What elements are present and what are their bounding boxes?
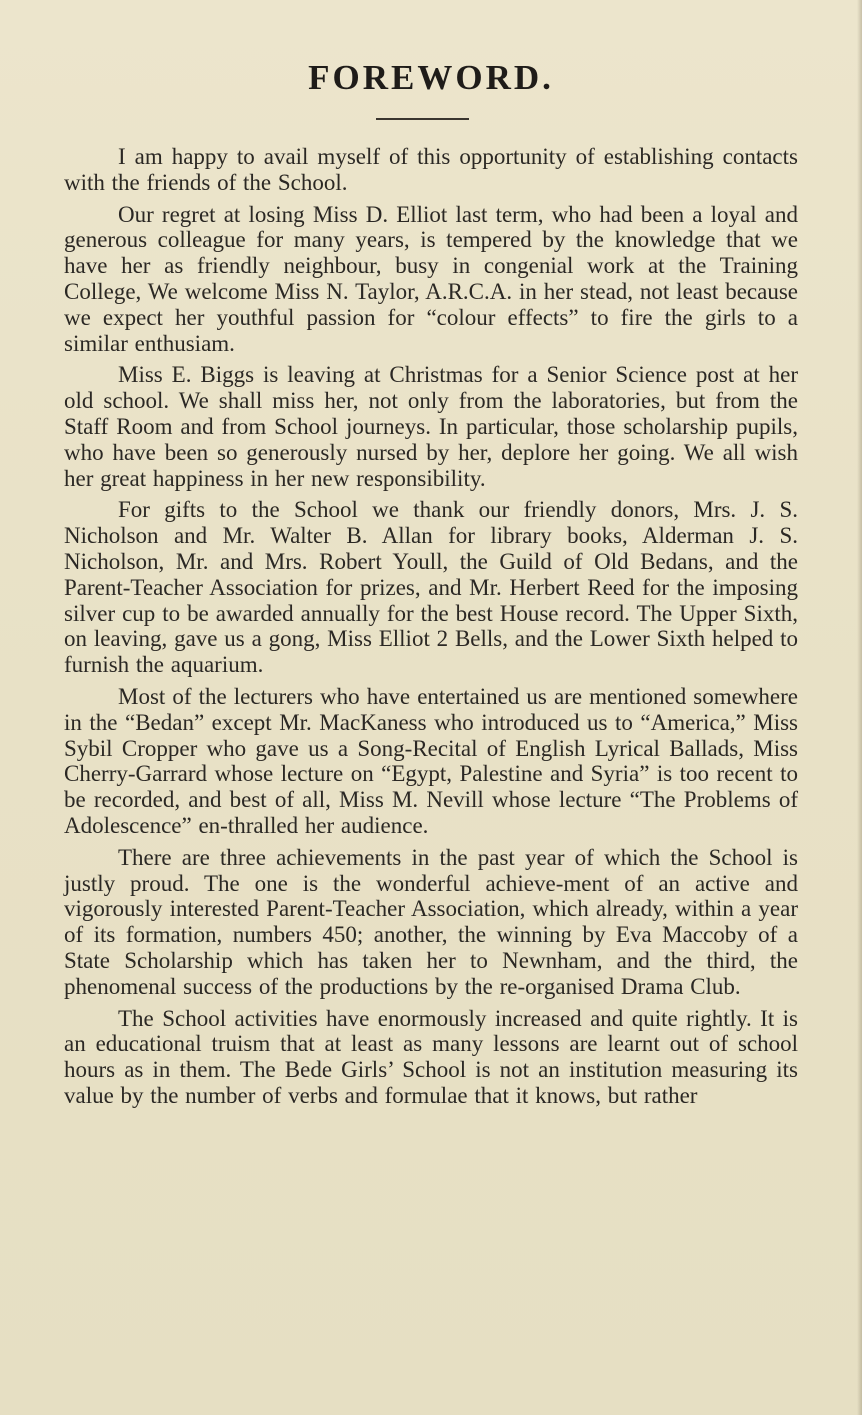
paragraph-staff-changes: Our regret at losing Miss D. Elliot last term, who had been a loyal and generous colleague for many years, is tempered by the knowledge that we have her as friendly neighbour, busy in congenial work at the Training College, We welcome Miss N. Taylor, A.R.C.A. in her stead, not least because we expect her youthful passion for “colour effects” to fire the girls to a similar enthusiam.: [64, 201, 798, 356]
paragraph-lecturers: Most of the lecturers who have entertained us are mentioned somewhere in the “Bedan” except Mr. MacKaness who introduced us to “America,” Miss Sybil Cropper who gave us a Song-Recital of English Lyrical Ballads, Miss Cherry-Garrard whose lecture on “Egypt, Palestine and Syria” is too recent to be recorded, and best of all, Miss M. Nevill whose lecture “The Problems of Adolescence” en-thralled her audience.: [64, 683, 798, 838]
page-edge-shadow: [857, 0, 862, 1415]
paragraph-achievements: There are three achievements in the past year of which the School is justly proud. The one is the wonderful achieve-ment of an active and vigorously interested Parent-Teacher Association, which already, within a year of its formation, numbers 450; another, the winning by Eva Maccoby of a State Scholarship which has taken her to Newnham, and the third, the phenomenal success of the productions by the re-organised Drama Club.: [64, 844, 798, 999]
paragraph-intro: I am happy to avail myself of this opportunity of establishing contacts with the friends of the School.: [64, 144, 798, 195]
foreword-body: [64, 144, 798, 1115]
paragraph-activities: The School activities have enormously increased and quite rightly. It is an educational truism that at least as many lessons are learnt out of school hours as in them. The Bede Girls’ School is not an institution measuring its value by the number of verbs and formulae that it knows, but rather: [64, 1005, 798, 1108]
title-divider: [376, 118, 469, 120]
paragraph-gifts: For gifts to the School we thank our friendly donors, Mrs. J. S. Nicholson and Mr. Walter B. Allan for library books, Alderman J. S. Nicholson, Mr. and Mrs. Robert Youll, the Guild of Old Bedans, and the Parent-Teacher Association for prizes, and Mr. Herbert Reed for the imposing silver cup to be awarded annually for the best House record. The Upper Sixth, on leaving, gave us a gong, Miss Elliot 2 Bells, and the Lower Sixth helped to furnish the aquarium.: [64, 497, 798, 678]
page-title: FOREWORD.: [308, 58, 554, 97]
paragraph-miss-biggs: Miss E. Biggs is leaving at Christmas for a Senior Science post at her old school. We shall miss her, not only from the laboratories, but from the Staff Room and from School journeys. In particular, those scholarship pupils, who have been so generously nursed by her, deplore her going. We all wish her great happiness in her new responsibility.: [64, 362, 798, 491]
